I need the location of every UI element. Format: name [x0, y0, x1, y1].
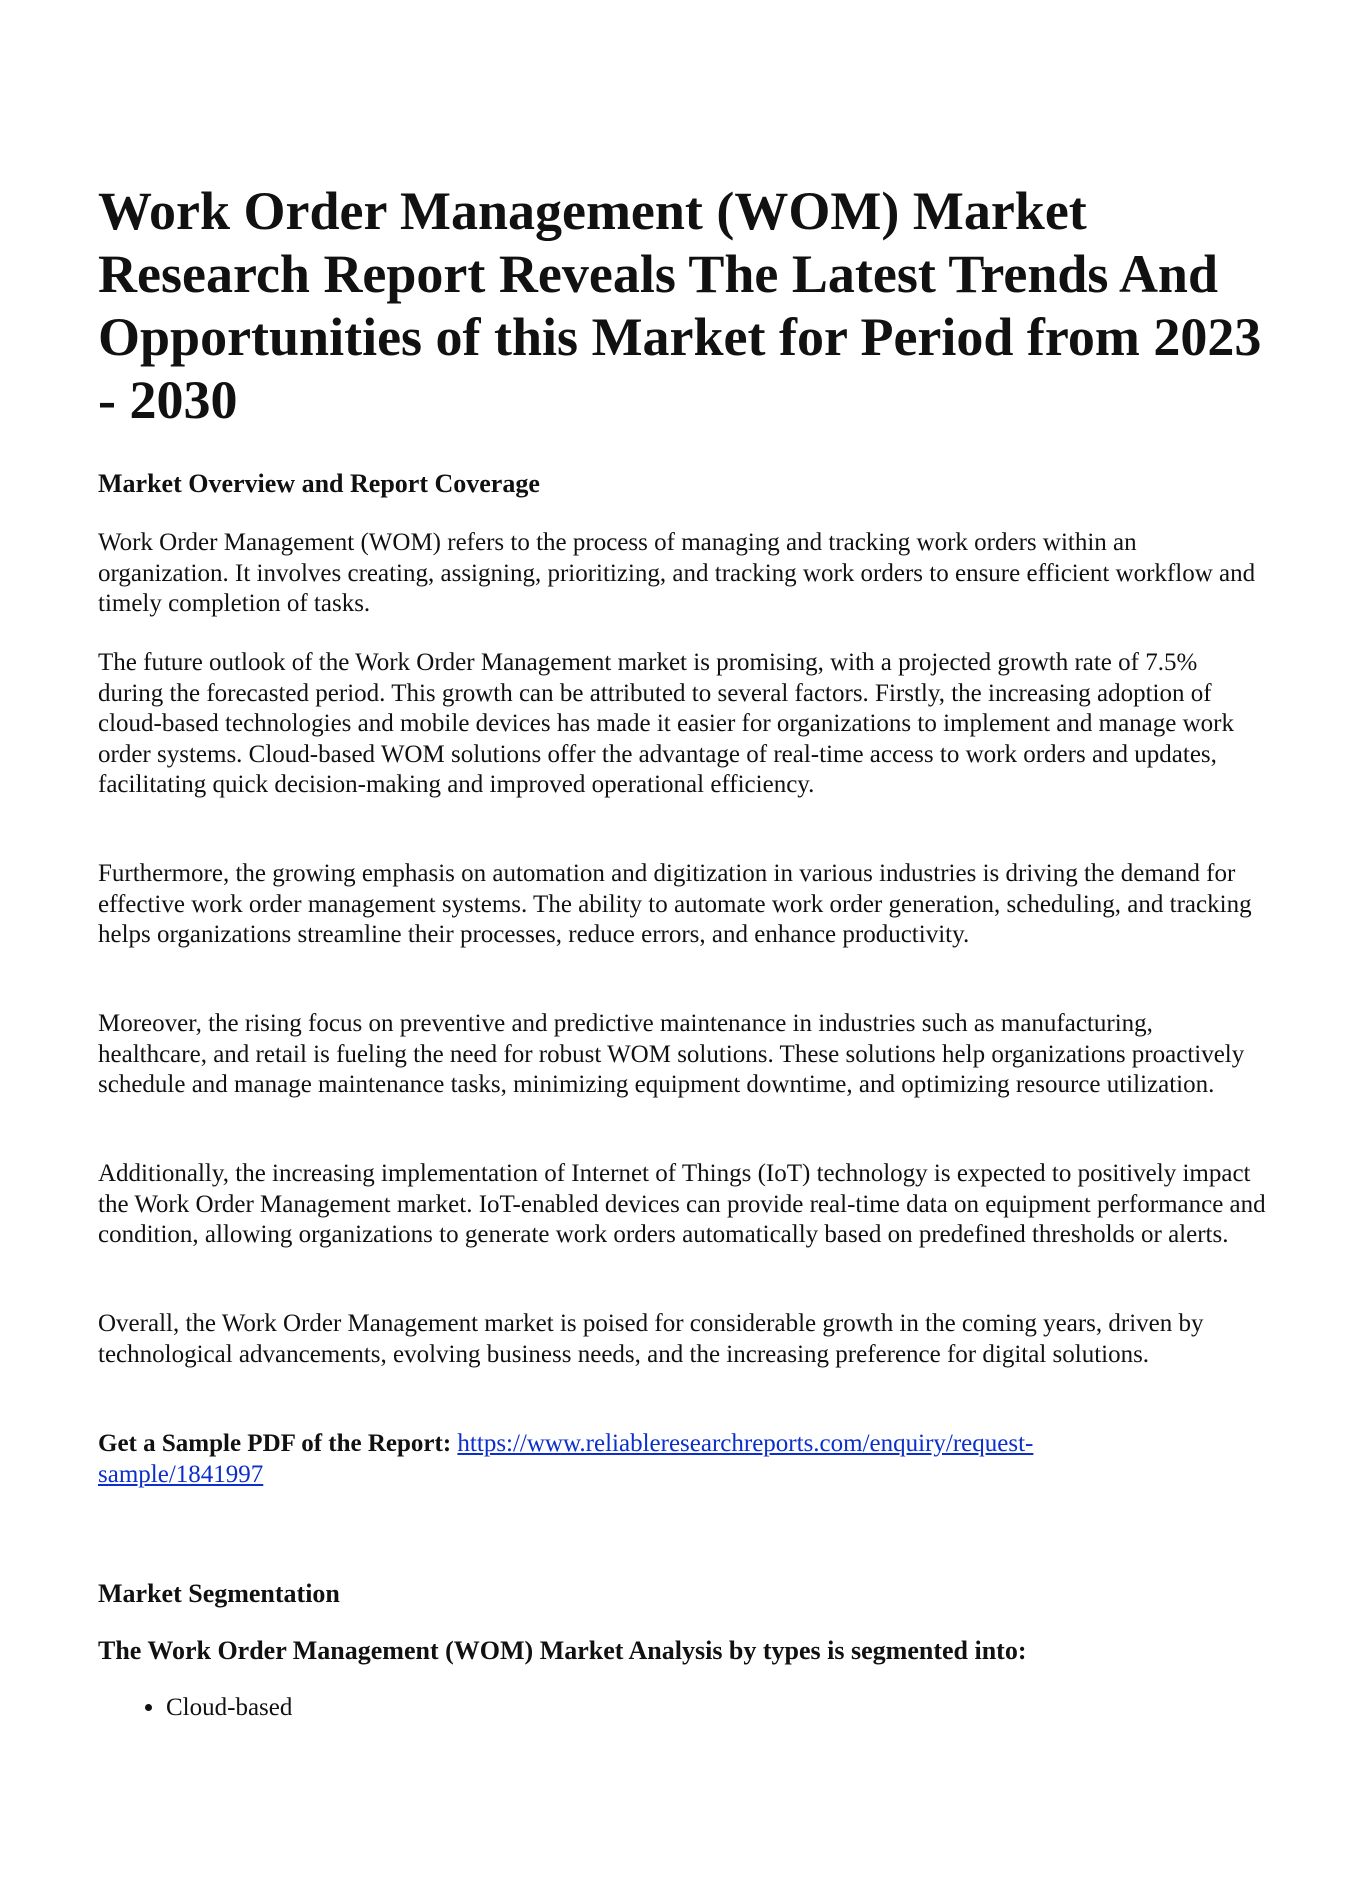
list-item: • Cloud-based	[166, 1692, 292, 1724]
types-list	[98, 1692, 292, 1724]
overview-paragraph-2: The future outlook of the Work Order Management market is promising, with a projected growth rate of 7.5% during the forecasted period. This growth can be attributed to several factors. Firstly, the increasing adoption of cloud-based technologies and mobile devices has made it easier for organizations to implement and manage work order systems. Cloud-based WOM solutions offer the advantage of real-time access to work orders and updates, facilitating quick decision-making and improved operational efficiency.	[98, 649, 1234, 798]
overview-paragraph-5: Additionally, the increasing implementation of Internet of Things (IoT) technology is expected to positively impact the Work Order Management market. IoT-enabled devices can provide real-time data on equipment performance and condition, allowing organizations to generate work orders automatically based on predefined thresholds or alerts.	[98, 1160, 1266, 1248]
sample-pdf-link[interactable]: https://www.reliableresearchreports.com/enquiry/request-sample/1841997	[98, 1430, 1034, 1488]
overview-paragraph-4: Moreover, the rising focus on preventive and predictive maintenance in industries such as manufacturing, healthcare, and retail is fueling the need for robust WOM solutions. These solutions help organizations proactively schedule and manage maintenance tasks, minimizing equipment downtime, and optimizing resource utilization.	[98, 1010, 1245, 1098]
overview-paragraph-3: Furthermore, the growing emphasis on automation and digitization in various industries is driving the demand for effective work order management systems. The ability to automate work order generation, scheduling, and tracking helps organizations streamline their processes, reduce errors, and enhance productivity.	[98, 860, 1252, 948]
market-overview-heading: Market Overview and Report Coverage	[98, 469, 540, 498]
overview-paragraph-6: Overall, the Work Order Management market is poised for considerable growth in the coming years, driven by technological advancements, evolving business needs, and the increasing preference for digital solutions.	[98, 1310, 1204, 1368]
sample-pdf-line	[98, 1429, 1158, 1490]
market-segmentation-heading: Market Segmentation	[98, 1579, 340, 1608]
overview-paragraph-1: Work Order Management (WOM) refers to the process of managing and tracking work orders within an organization. It involves creating, assigning, prioritizing, and tracking work orders to ensure efficient workflow and timely completion of tasks.	[98, 529, 1256, 617]
sample-pdf-label: Get a Sample PDF of the Report:	[98, 1430, 452, 1457]
report-title: Work Order Management (WOM) Market Research Report Reveals The Latest Trends And Opportunities of this Market for Period from 2023 - 2030	[98, 181, 1262, 430]
types-segmentation-heading: The Work Order Management (WOM) Market Analysis by types is segmented into:	[98, 1636, 1027, 1665]
